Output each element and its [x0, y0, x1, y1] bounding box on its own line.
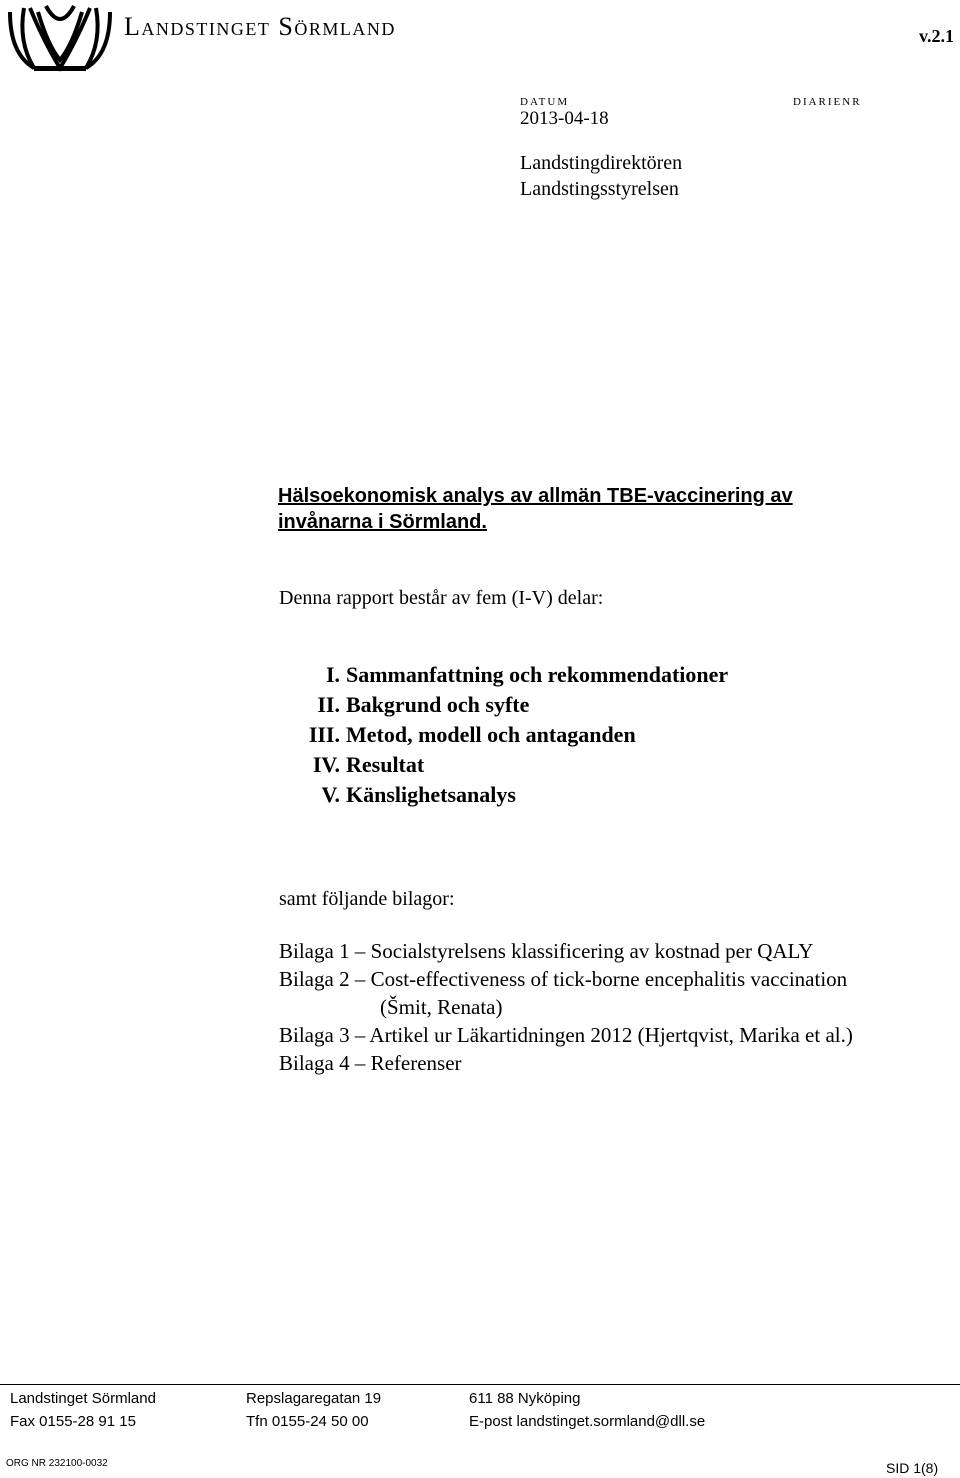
recipient-2: Landstingsstyrelsen: [520, 178, 679, 200]
toc-text: Metod, modell och antaganden: [346, 722, 636, 747]
page-number: SID 1(8): [886, 1460, 939, 1476]
toc-item: [279, 782, 728, 812]
toc-text: Bakgrund och syfte: [346, 692, 530, 717]
toc-number: IV.: [312, 752, 340, 777]
landstinget-logo-icon: [4, 2, 116, 74]
attachment-list: [279, 939, 853, 1079]
diarienr-label: DIARIENR: [793, 96, 862, 108]
attachment-item: Bilaga 3 – Artikel ur Läkartidningen 2012 (Hjertqvist, Marika et al.): [279, 1023, 853, 1047]
toc-item: [279, 662, 728, 692]
footer-divider: [0, 1384, 960, 1385]
attachments-intro: samt följande bilagor:: [279, 888, 455, 910]
footer-email: E-post landstinget.sormland@dll.se: [469, 1413, 706, 1430]
document-version: v.2.1: [918, 26, 954, 46]
toc-text: Känslighetsanalys: [346, 782, 516, 807]
date-value: 2013-04-18: [520, 108, 609, 129]
toc-number: I.: [325, 662, 340, 687]
attachment-item-continuation: (Šmit, Renata): [380, 995, 503, 1019]
intro-text: Denna rapport består av fem (I-V) delar:: [279, 587, 604, 609]
toc-number: V.: [321, 782, 340, 807]
toc-text: Resultat: [346, 752, 425, 777]
toc-number: III.: [308, 722, 340, 747]
toc-number: II.: [317, 692, 340, 717]
footer-org: Landstinget Sörmland: [10, 1390, 156, 1407]
toc-text: Sammanfattning och rekommendationer: [346, 662, 729, 687]
table-of-contents: [279, 662, 728, 812]
toc-item: [279, 752, 728, 782]
footer-address: Repslagaregatan 19: [246, 1390, 382, 1407]
org-number: ORG NR 232100-0032: [6, 1458, 108, 1469]
date-label: DATUM: [520, 96, 570, 108]
attachment-item: Bilaga 2 – Cost-effectiveness of tick-borne encephalitis vaccination: [279, 967, 848, 991]
title-line-1: Hälsoekonomisk analys av allmän TBE-vaccinering av: [278, 485, 793, 507]
attachment-item: Bilaga 4 – Referenser: [279, 1051, 462, 1075]
footer-city: 611 88 Nyköping: [469, 1390, 581, 1407]
attachment-item: Bilaga 1 – Socialstyrelsens klassificering av kostnad per QALY: [279, 939, 814, 963]
footer-phone: Tfn 0155-24 50 00: [246, 1413, 369, 1430]
title-line-2: invånarna i Sörmland.: [278, 511, 487, 533]
organization-name: Landstinget Sörmland: [124, 12, 396, 41]
footer-fax: Fax 0155-28 91 15: [10, 1413, 136, 1430]
document-title: [278, 483, 878, 535]
toc-item: [279, 722, 728, 752]
recipient-1: Landstingdirektören: [520, 152, 683, 174]
toc-item: [279, 692, 728, 722]
